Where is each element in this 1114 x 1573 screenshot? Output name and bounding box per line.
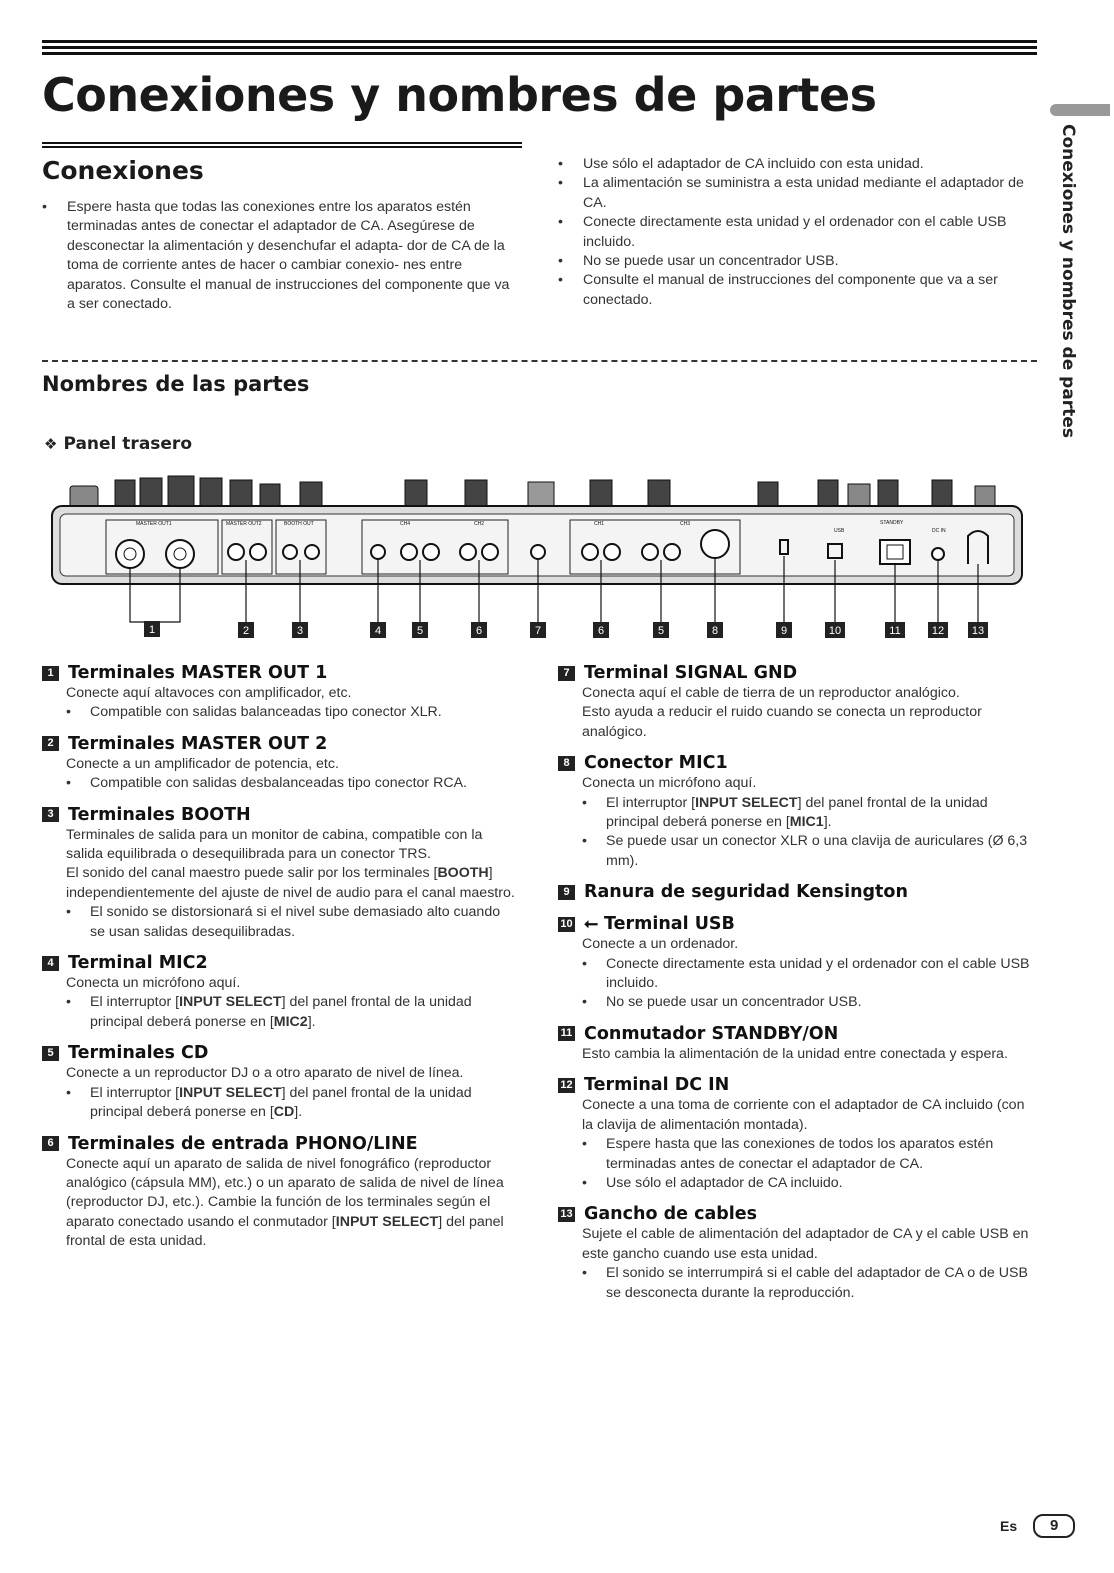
- list-item: • El interruptor [INPUT SELECT] del panel frontal de la unidad principal deberá ponerse en [CD].: [66, 1084, 517, 1123]
- part-item-8: [558, 752, 1033, 871]
- part-item-2: [42, 733, 517, 794]
- part-body: [558, 1225, 1033, 1303]
- part-text: Conecte a un reproductor DJ o a otro aparato de nivel de línea.: [66, 1065, 464, 1082]
- part-text: Conecte aquí altavoces con amplificador, etc.: [66, 685, 352, 701]
- diagram-label: CH3: [680, 521, 691, 527]
- page-title: Conexiones y nombres de partes: [42, 68, 877, 122]
- side-tab-marker: [1050, 104, 1110, 116]
- part-text: Conecte a un amplificador de potencia, etc.: [66, 755, 339, 772]
- part-bullets: [582, 794, 1033, 872]
- part-item-12: [558, 1074, 1033, 1193]
- diagram-label: CH2: [474, 521, 485, 527]
- part-number-badge: 5: [42, 1046, 59, 1061]
- part-heading: [558, 752, 1033, 774]
- diagram-label: STANDBY: [880, 520, 904, 526]
- part-number-badge: 11: [558, 1026, 575, 1041]
- part-number-badge: 10: [558, 917, 575, 932]
- part-text: Conecta un micrófono aquí.: [582, 775, 757, 792]
- part-bullets: [582, 955, 1033, 1013]
- part-text: Conecte aquí un aparato de salida de nivel fonográfico (reproductor analógico (cápsula MM), etc.) o un aparato de salida de nivel de línea (reproductor DJ, etc.). Cambie la función de los terminales según el aparato conectado usando el conmutador [INPUT SELECT] del panel frontal de esta unidad.: [66, 1155, 504, 1250]
- part-item-11: [558, 1023, 1033, 1064]
- part-title: Terminal MIC2: [68, 953, 208, 974]
- diagram-label: DC IN: [932, 528, 946, 534]
- callout-number: 6: [597, 625, 605, 637]
- part-body: [558, 1045, 1033, 1064]
- diagram-label: USB: [834, 528, 845, 534]
- part-heading: [558, 913, 1033, 935]
- callout-number: 2: [242, 625, 250, 637]
- diagram-label: MASTER OUT1: [136, 521, 172, 527]
- section-rule: [42, 142, 522, 150]
- part-heading: [42, 662, 517, 684]
- part-heading: [558, 1074, 1033, 1096]
- part-title: Terminales MASTER OUT 1: [68, 663, 328, 683]
- list-item: • Se puede usar un conector XLR o una clavija de auriculares (Ø 6,3 mm).: [582, 832, 1033, 871]
- part-title: Conector MIC1: [584, 753, 728, 774]
- part-heading: [558, 881, 1033, 903]
- part-body: [558, 774, 1033, 871]
- part-title: Terminales MASTER OUT 2: [68, 733, 328, 754]
- part-text: Conecta aquí el cable de tierra de un reproductor analógico.: [582, 685, 960, 701]
- part-title: Terminales BOOTH: [68, 804, 251, 825]
- part-item-9: [558, 881, 1033, 903]
- part-bullets: [582, 1264, 1033, 1303]
- diagram-label: MASTER OUT2: [226, 521, 262, 527]
- part-number-badge: 8: [558, 756, 575, 771]
- part-number-badge: 6: [42, 1136, 59, 1151]
- list-item: • Conecte directamente esta unidad y el ordenador con el cable USB incluido.: [558, 213, 1036, 252]
- diamond-icon: ❖: [44, 435, 58, 453]
- part-body: [42, 1064, 517, 1122]
- list-item: • El interruptor [INPUT SELECT] del panel frontal de la unidad principal deberá ponerse en [MIC1].: [582, 794, 1033, 833]
- part-item-7: [558, 662, 1033, 742]
- part-title: Terminales CD: [68, 1043, 209, 1064]
- callout-number: 4: [374, 625, 382, 637]
- part-number-badge: 7: [558, 666, 575, 681]
- part-text: Esto ayuda a reducir el ruido cuando se conecta un reproductor analógico.: [582, 704, 982, 740]
- part-bullets: [66, 993, 517, 1032]
- callout-number: 6: [475, 625, 483, 637]
- list-item: • El sonido se distorsionará si el nivel sube demasiado alto cuando se usan salidas desequilibradas.: [66, 903, 517, 942]
- diagram-label: BOOTH OUT: [284, 521, 314, 527]
- parts-title: Nombres de las partes: [42, 372, 310, 396]
- list-item: • La alimentación se suministra a esta unidad mediante el adaptador de CA.: [558, 174, 1036, 213]
- part-item-10: [558, 913, 1033, 1013]
- part-text: Conecta un micrófono aquí.: [66, 975, 241, 992]
- part-text: Esto cambia la alimentación de la unidad entre conectada y espera.: [582, 1045, 1008, 1062]
- list-item: • No se puede usar un concentrador USB.: [582, 993, 1033, 1012]
- connections-right-list: [558, 155, 1036, 310]
- callout-number: 1: [148, 624, 156, 636]
- part-title: Conmutador STANDBY/ON: [584, 1023, 839, 1044]
- header-rules: [42, 40, 1037, 58]
- part-text: Sujete el cable de alimentación del adaptador de CA y el cable USB en este gancho cuando use esta unidad.: [582, 1226, 1029, 1262]
- part-text: Conecte a un ordenador.: [582, 936, 739, 953]
- part-heading: [42, 733, 517, 755]
- callout-number: 13: [971, 625, 985, 637]
- part-number-badge: 1: [42, 666, 59, 681]
- callout-number: 10: [828, 625, 842, 637]
- part-bullets: [66, 1084, 517, 1123]
- list-item: • Use sólo el adaptador de CA incluido.: [582, 1174, 1033, 1193]
- part-title: Terminal SIGNAL GND: [584, 663, 798, 683]
- language-code: Es: [1000, 1518, 1018, 1534]
- rear-panel-diagram: [40, 474, 1030, 644]
- callout-number: 11: [889, 625, 901, 637]
- part-body: [558, 935, 1033, 1013]
- part-number-badge: 4: [42, 956, 59, 971]
- callout-number: 9: [780, 625, 788, 637]
- part-item-1: [42, 662, 517, 723]
- callout-number: 3: [296, 625, 304, 637]
- panel-title-text: Panel trasero: [63, 434, 192, 454]
- list-item: • Consulte el manual de instrucciones del componente que va a ser conectado.: [558, 271, 1036, 310]
- connections-title: Conexiones: [42, 156, 204, 185]
- side-section-label: Conexiones y nombres de partes: [1058, 124, 1078, 438]
- part-item-6: [42, 1133, 517, 1252]
- part-body: [42, 684, 517, 723]
- callout-number: 12: [931, 625, 945, 637]
- page-number: 9: [1033, 1514, 1075, 1538]
- part-bullets: [582, 1135, 1033, 1193]
- part-heading: [42, 1133, 517, 1155]
- part-heading: [42, 952, 517, 974]
- part-number-badge: 9: [558, 885, 575, 900]
- part-body: [558, 684, 1033, 742]
- part-title: Terminal USB: [604, 914, 735, 935]
- part-number-badge: 2: [42, 736, 59, 751]
- page-footer: [1000, 1514, 1075, 1538]
- list-item: • Compatible con salidas balanceadas tipo conector XLR.: [66, 703, 517, 722]
- parts-list-right: [558, 662, 1033, 1313]
- part-body: [42, 826, 517, 942]
- diagram-label: CH1: [594, 521, 605, 527]
- list-item: • Espere hasta que las conexiones de todos los aparatos estén terminadas antes de conectar el adaptador de CA.: [582, 1135, 1033, 1174]
- part-heading: [42, 804, 517, 826]
- part-item-3: [42, 804, 517, 942]
- list-item: • El interruptor [INPUT SELECT] del panel frontal de la unidad principal deberá ponerse en [MIC2].: [66, 993, 517, 1032]
- part-bullets: [66, 903, 517, 942]
- part-title: Terminal DC IN: [584, 1075, 730, 1096]
- part-item-13: [558, 1203, 1033, 1303]
- part-item-4: [42, 952, 517, 1032]
- section-divider: [42, 360, 1037, 362]
- part-title: Terminales de entrada PHONO/LINE: [68, 1133, 418, 1154]
- part-number-badge: 3: [42, 807, 59, 822]
- list-item: • El sonido se interrumpirá si el cable del adaptador de CA o de USB se desconecta durante la reproducción.: [582, 1264, 1033, 1303]
- callout-number: 8: [711, 625, 719, 637]
- callout-number: 5: [657, 625, 665, 637]
- part-heading: [558, 662, 1033, 684]
- callout-number: 5: [416, 625, 424, 637]
- usb-icon: ⭠: [584, 914, 598, 935]
- list-item: • Conecte directamente esta unidad y el ordenador con el cable USB incluido.: [582, 955, 1033, 994]
- part-heading: [558, 1203, 1033, 1225]
- part-text: Conecte a una toma de corriente con el adaptador de CA incluido (con la clavija de alimentación montada).: [582, 1097, 1025, 1133]
- panel-title: [44, 434, 192, 454]
- part-number-badge: 12: [558, 1078, 575, 1093]
- list-item: • Espere hasta que todas las conexiones entre los aparatos estén terminadas antes de conectar el adaptador de CA. Asegúrese de desconectar la alimentación y desenchufar el adapta- dor de CA de la toma de corriente antes de hacer o cambiar conexio- nes entre aparatos. Consulte el manual de instrucciones del componente que va a ser conectado.: [42, 198, 520, 314]
- part-heading: [558, 1023, 1033, 1045]
- part-item-5: [42, 1042, 517, 1122]
- part-bullets: [66, 774, 517, 793]
- part-bullets: [66, 703, 517, 722]
- connections-left-list: [42, 198, 520, 314]
- list-item: • Compatible con salidas desbalanceadas tipo conector RCA.: [66, 774, 517, 793]
- part-text: Terminales de salida para un monitor de cabina, compatible con la salida equilibrada o desequilibrada para un conector TRS.: [66, 826, 483, 863]
- list-item: • Use sólo el adaptador de CA incluido con esta unidad.: [558, 155, 1036, 174]
- callout-number: 7: [534, 625, 542, 637]
- part-body: [42, 974, 517, 1032]
- part-title: Ranura de seguridad Kensington: [584, 882, 908, 903]
- part-text: El sonido del canal maestro puede salir por los terminales [BOOTH] independientemente del ajuste de nivel de audio para el canal maestro.: [66, 865, 515, 901]
- part-body: [558, 1096, 1033, 1193]
- parts-list-left: [42, 662, 517, 1262]
- part-heading: [42, 1042, 517, 1064]
- part-body: [42, 755, 517, 794]
- list-item: • No se puede usar un concentrador USB.: [558, 252, 1036, 271]
- diagram-label: CH4: [400, 521, 411, 527]
- part-title: Gancho de cables: [584, 1204, 758, 1225]
- part-body: [42, 1155, 517, 1252]
- part-number-badge: 13: [558, 1207, 575, 1222]
